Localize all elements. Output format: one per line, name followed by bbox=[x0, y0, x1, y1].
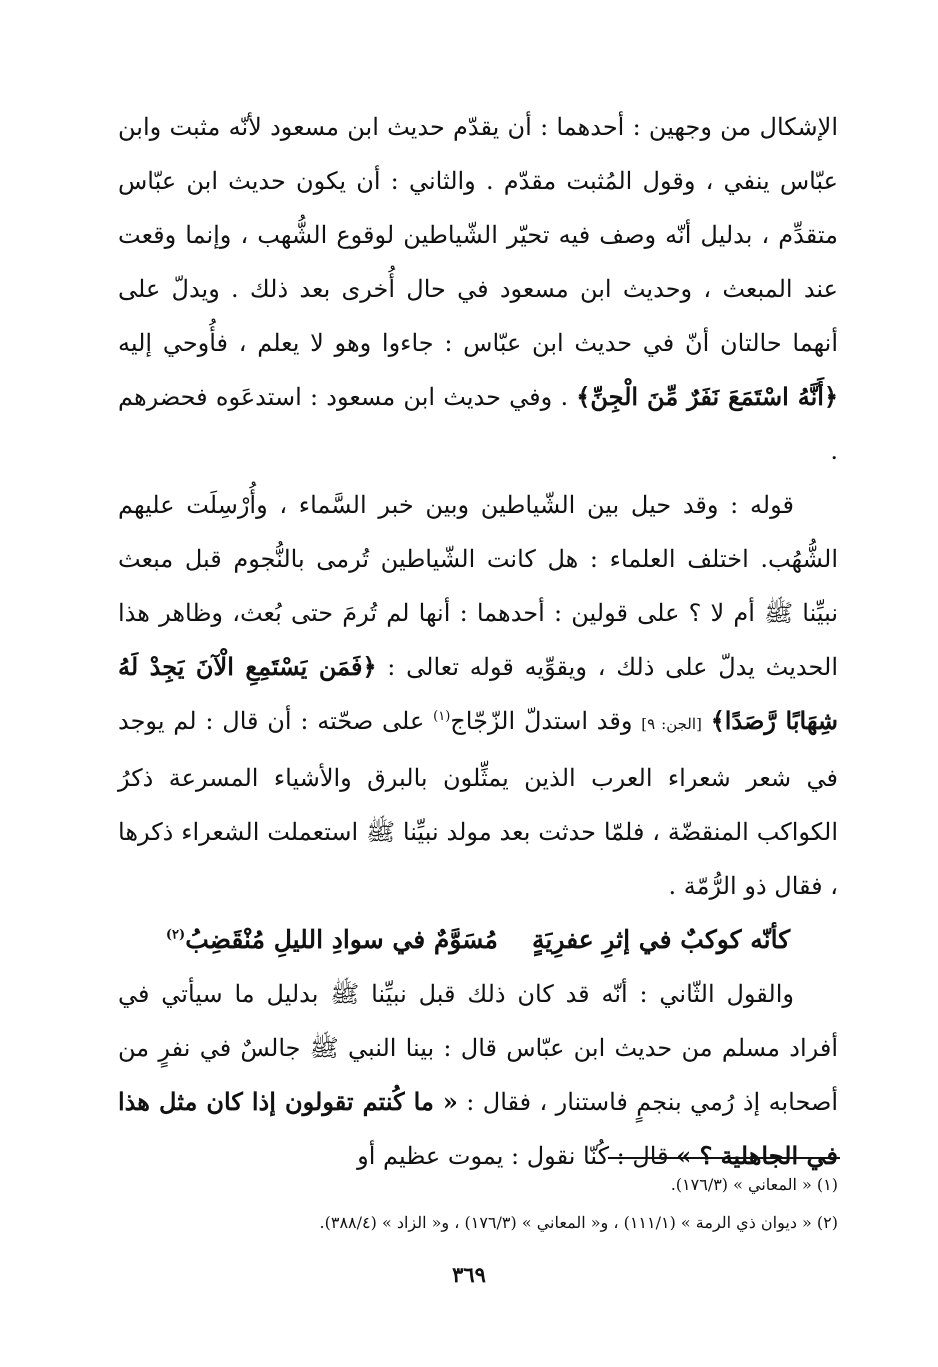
footnote-2: (٢) « ديوان ذي الرمة » (١١١/١) ، و« المعاني » (١٧٦/٣) ، و« الزاد » (٣٨٨/٤). bbox=[319, 1213, 838, 1232]
paragraph-2-mid: وقد استدلّ الزّجّاج bbox=[450, 707, 633, 735]
quran-verse-jinn: ﴿أَنَّهُ اسْتَمَعَ نَفَرٌ مِّنَ الْجِنِّ﴾ bbox=[576, 382, 838, 411]
surah-reference: [الجن: ٩] bbox=[641, 715, 702, 733]
paragraph-1 bbox=[118, 100, 838, 478]
paragraph-2-end: على صحّته : أن قال : لم يوجد في شعر شعراء العرب الذين يمثِّلون بالبرق والأشياء المسرعة ذكرُ الكواكب المنقضّة ، فلمّا حدثت بعد مولد نبيِّنا ﷺ استعملت الشعراء ذكرها ، فقال ذو الرُّمّة . bbox=[118, 707, 838, 900]
verse-second-hemistich bbox=[166, 913, 498, 967]
paragraph-3 bbox=[118, 967, 838, 1183]
paragraph-3-text: والقول الثّاني : أنّه قد كان ذلك قبل نبيِّنا ﷺ بدليل ما سيأتي في أفراد مسلم من حديث ابن عبّاس قال : بينا النبي ﷺ جالسٌ في نفرٍ من أصحابه إذ رُمي بنجمٍ فاستنار ، فقال : bbox=[118, 980, 838, 1116]
paragraph-2 bbox=[118, 478, 838, 913]
hadith-quote: « ما كُنتم تقولون إذا كان مثل هذا في الجاهلية ؟ » bbox=[118, 1087, 838, 1170]
footnote-1: (١) « المعاني » (١٧٦/٣). bbox=[670, 1175, 838, 1194]
verse-second-text: مُسَوَّمٌ في سوادِ الليلِ مُنْقَضِبُ bbox=[185, 925, 498, 954]
page-number: ٣٦٩ bbox=[452, 1262, 486, 1287]
footnotes bbox=[118, 1166, 838, 1242]
footnote-divider bbox=[608, 1157, 840, 1159]
footnote-marker-2: (٢) bbox=[165, 927, 186, 943]
footnote-marker-1: (١) bbox=[433, 709, 451, 724]
verse-first-hemistich: كأنّه كوكبٌ في إثرِ عفرِيَةٍ bbox=[531, 925, 791, 954]
paragraph-2-text: قوله : وقد حيل بين الشّياطين وبين خبر السَّماء ، وأُرْسِلَت عليهم الشُّهُب. اختلف العلماء : هل كانت الشّياطين تُرمى بالنُّجوم قبل مبعث نبيِّنا ﷺ أم لا ؟ على قولين : أحدهما : أنها لم تُرمَ حتى بُعث، وظاهر هذا الحديث يدلّ على ذلك ، ويقوِّيه قوله تعالى : bbox=[118, 491, 838, 681]
quran-verse-shihab: ﴿فَمَن يَسْتَمِعِ الْآنَ يَجِدْ لَهُ شِهَابًا رَّصَدًا﴾ bbox=[118, 652, 839, 735]
paragraph-1-text: الإشكال من وجهين : أحدهما : أن يقدّم حديث ابن مسعود لأنّه مثبت وابن عبّاس ينفي ، وقول المُثبت مقدّم . والثاني : أن يكون حديث ابن عبّاس متقدِّم ، بدليل أنّه وصف فيه تحيّر الشّياطين لوقوع الشُّهب ، وإنما وقعت عند المبعث ، وحديث ابن مسعود في حال أُخرى بعد ذلك . ويدلّ على أنهما حالتان أنّ في حديث ابن عبّاس : جاءوا وهو لا يعلم ، فأُوحي إليه bbox=[118, 113, 838, 357]
paragraph-1-end: . وفي حديث ابن مسعود : استدعَوه فحضرهم . bbox=[118, 383, 838, 465]
main-text bbox=[118, 100, 838, 1183]
poetry-verse bbox=[118, 913, 838, 967]
paragraph-3-end: قال : كُنّا نقول : يموت عظيم أو bbox=[357, 1142, 669, 1170]
